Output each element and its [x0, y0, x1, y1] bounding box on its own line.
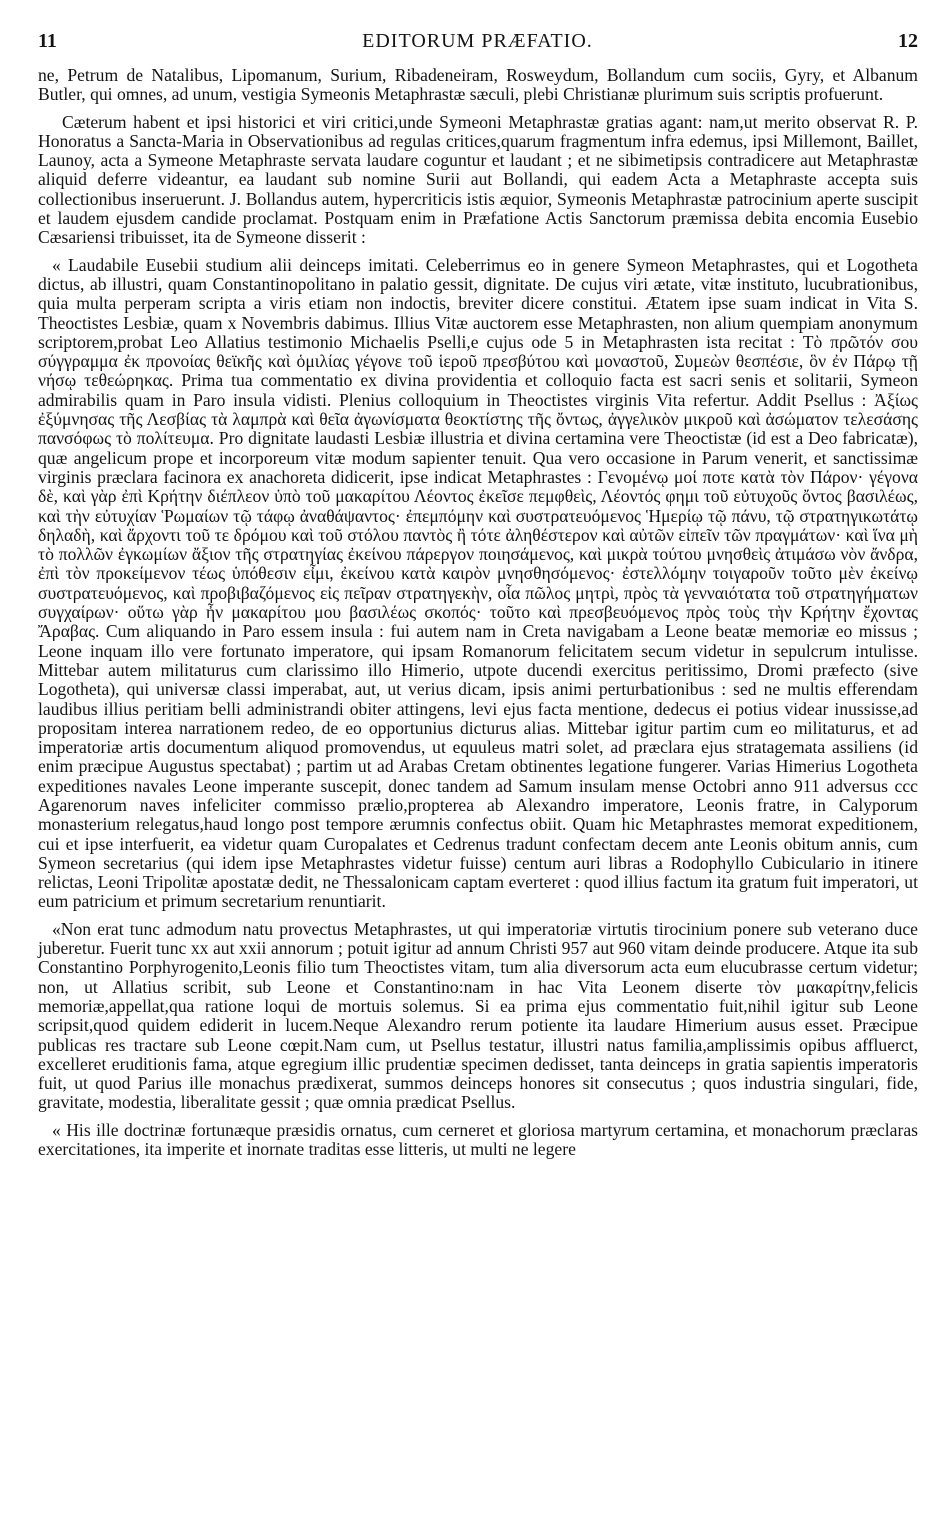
- paragraph-quote-his-ille: « His ille doctrinæ fortunæque præsidis ornatus, cum cerneret et gloriosa martyrum certamina, et monachorum præclaras exercitationes, ita imperite et inornate traditas esse litteris, ut multi ne legere: [38, 1119, 918, 1160]
- paragraph-continuation: ne, Petrum de Natalibus, Lipomanum, Surium, Ribadeneiram, Rosweydum, Bollandum cum sociis, Gyry, et Albanum Butler, qui omnes, ad unum, vestigia Symeonis Metaphrastæ sæculi, plebi Christianæ plurimum suis scriptis profuerunt.: [38, 65, 918, 105]
- running-title: EDITORUM PRÆFATIO.: [362, 30, 593, 52]
- page-number-left: 11: [38, 30, 57, 52]
- paragraph-caeterum: Cæterum habent et ipsi historici et viri critici,unde Symeoni Metaphrastæ gratias agant: nam,ut merito observat R. P. Honoratus a Sancta-Maria in Observationibus ad regulas critices,quarum fragmentum infra edemus, ipsi Millemont, Baillet, Launoy, acta a Symeone Metaphraste servata laudare coguntur et laudant ; et ne sibimetipsis contradicere aut Metaphrastæ aliquid deferre videantur, ea laudant sub nomine Surii aut Bollandi, qui eadem Acta a Metaphraste accepta suis collectionibus inseruerunt. J. Bollandus autem, hypercriticis istis æquior, Symeonis Metaphrastæ patrocinium aperte suscipit et laudem ejusdem candide proclamat. Postquam enim in Præfatione Actis Sanctorum præmissa debita encomia Eusebio Cæsariensi tribuisset, ita de Symeone disserit :: [38, 111, 918, 248]
- body-text: [38, 66, 918, 1159]
- paragraph-quote-laudabile: « Laudabile Eusebii studium alii deinceps imitati. Celeberrimus eo in genere Symeon Metaphrastes, qui et Logotheta dictus, ab illustri, quam Constantinopolitano in palatio gessit, dignitate. De cujus viri ætate, vitæ instituto, lucubrationibus, quia multa perperam scripta a viris etiam non indoctis, breviter dicere constitui. Ætatem ipse suam indicat in Vita S. Theoctistes Lesbiæ, quam x Novembris dabimus. Illius Vitæ auctorem esse Metaphrasten, non alium quempiam anonymum scriptorem,probat Leo Allatius testimonio Michaelis Pselli,e cujus ode 5 in Metaphrasten ista recitat : Τὸ πρῶτόν σου σύγγραμμα ἐκ προνοίας θεϊκῆς καὶ ὁμιλίας γέγονε τοῦ ἱεροῦ πρεσβύτου καὶ μοναστοῦ, Συμεὼν θεσπέσιε, ὃν ἐν Πάρῳ τῇ νήσῳ τεθεώρηκας. Prima tua commentatio ex divina providentia et colloquio facta est sacri senis et solitarii, Symeon admirabilis quam in Paro insula vidisti. Plenius colloquium in Theoctistes virginis Vita refertur. Addit Psellus : Ἀξίως ἐξύμνησας τῆς Λεσβίας τὰ λαμπρὰ καὶ θεῖα ἀγωνίσματα θεοκτίστης τῆς ὄντως, ἀγγελικὸν μικροῦ καὶ ἀσώματον τελεσάσης πανσόφως τὸ πολίτευμα. Pro dignitate laudasti Lesbiæ illustria et divina certamina vere Theoctistæ (id est a Deo fabricatæ), quæ angelicum prope et incorporeum vitæ modum sapienter tenuit. Qua vero occasione in Parum venerit, et sanctissimæ virginis præclara facinora ex anachoreta didicerit, ipse indicat Metaphrastes : Γενομένῳ μοί ποτε κατὰ τὸν Πάρον· γέγονα δὲ, καὶ γὰρ ἐπὶ Κρήτην διέπλεον ὑπὸ τοῦ μακαρίτου Λέοντος ἐκεῖσε πεμφθεὶς, Λέοντός φημι τοῦ εὐτυχοῦς ὄντος βασιλέως, καὶ τὴν εὐτυχίαν Ῥωμαίων τῷ τάφῳ ἀναθάψαντος· ἐπεμπόμην καὶ συστρατευόμενος Ἡμερίῳ τῷ πάνυ, τῷ στρατηγικωτάτῳ δηλαδὴ, καὶ ἄρχοντι τοῦ τε δρόμου καὶ τοῦ στόλου παντὸς ἢ τότε ἀληθέστερον καὶ αὐτῶν εἰπεῖν τῶν πραγμάτων· καὶ ἵνα μὴ τὸ πολλῶν ἐγκωμίων ἄξιον τῆς στρατηγίας ἐκείνου πάρεργον ποιησάμενος, καὶ μικρὰ τούτου μνησθεὶς ἀτιμάσω νὸν ἄνδρα, ἐπὶ τὸν προκείμενον τέως ὑπόθεσιν εἶμι, ἐκείνου κατὰ καιρὸν μνησθησόμενος· ἐστελλόμην τοιγαροῦν τοῦτο μὲν ἐκείνῳ συστρατευόμενος, καὶ προβιβαζόμενος εἰς πεῖραν στρατηγεκὴν, οἷα πῶλος μητρὶ, πρὸς τὰ γενναιότατα τοῦ στρατηγήματων συγχαίρων· οὕτω γὰρ ἦν μακαρίτου μου βασιλέως σκοπός· τοῦτο καὶ πρεσβευόμενος πρὸς τοὺς τὴν Κρήτην ἔχοντας Ἄραβας. Cum aliquando in Paro essem insula : fui autem nam in Creta navigabam a Leone beatæ memoriæ eo missus ; Leone inquam illo vere fortunato imperatore, qui ipsam Romanorum felicitatem secum videtur in sepulcrum intulisse. Mittebar autem militaturus cum clarissimo illo Himerio, utpote ducendi exercitus peritissimo, Dromi præfecto (sive Logotheta), qui universæ classi imperabat, aut, ut verius dicam, ipsis animi perturbationibus : sed ne multis efferendam laudibus illius peritiam belli administrandi obiter attingens, levi ejus facta mentione, dedecus ei potius videar inussisse,ad propositam interea narrationem redeo, de eo opportunius dicturus alias. Mittebar igitur partim cum eo militaturus, et ad imperatoriæ artis documentum aliquod promovendus, ut equuleus matri solet, ad præclara ejus stratagemata assiliens (id enim præcipue Augustus spectabat) ; partim ut ad Arabas Cretam obtinentes legatione fungerer. Varias Himerius Logotheta expeditiones navales Leone imperante suscepit, donec tandem ad Samum insulam mense Octobri anno 911 adversus ccc Agarenorum naves infeliciter commisso prælio,propterea ab Alexandro imperatore, Leonis fratre, in Calyporum monasterium relegatus,haud longo post tempore ærumnis confectus obiit. Quam hic Metaphrastes memorat expeditionem, cui et ipse interfuerit, ea videtur quam Curopalates et Cedrenus tradunt confectam decem ante Leonis obitum annis, cum Symeon secretarius (qui idem ipse Metaphrastes videtur fuisse) centum auri libras a Rodophyllo Cubiculario in itinere relictas, Leoni Tripolitæ apostatæ dedit, ne Thessalonicam captam everteret : quod illius factum ita gratum fuit imperatori, ut eum patricium et primum secretarium renuntiarit.: [38, 254, 918, 912]
- paragraph-quote-non-erat: «Non erat tunc admodum natu provectus Metaphrastes, ut qui imperatoriæ virtutis tirocinium ponere sub veterano duce juberetur. Fuerit tunc xx aut xxii annorum ; potuit igitur ad annum Christi 957 aut 960 vitam deinde producere. Atque ita sub Constantino Porphyrogenito,Leonis filio tum Theoctistes vitam, tum alia diversorum acta eum elucubrasse certum videtur; non, ut Allatius scribit, sub Leone et Constantino:nam in hac Vita Leonem diserte τὸν μακαρίτην,felicis memoriæ,appellat,qua ratione loqui de mortuis solemus. Si ea prima ejus commentatio fuit,nihil igitur sub Leone scripsit,quod quidem ediderit in lucem.Neque Alexandro rerum potiente ita laudare Himerium ausus esset. Præcipue publicas res tractare sub Leone cœpit.Nam cum, ut Psellus testatur, illustri natus familia,amplissimis opibus affluerct, excelleret eruditionis fama, atque egregium illic prudentiæ specimen dedisset, tanta deinceps in gratia sapientis imperatoris fuit, ut quod Parius ille monachus prædixerat, summos deinceps honores sit consecutus ; quos industria singulari, fide, gravitate, modestia, liberalitate gessit ; quæ omnia prædicat Psellus.: [38, 918, 918, 1113]
- running-header: [38, 30, 918, 62]
- page-number-right: 12: [898, 30, 918, 52]
